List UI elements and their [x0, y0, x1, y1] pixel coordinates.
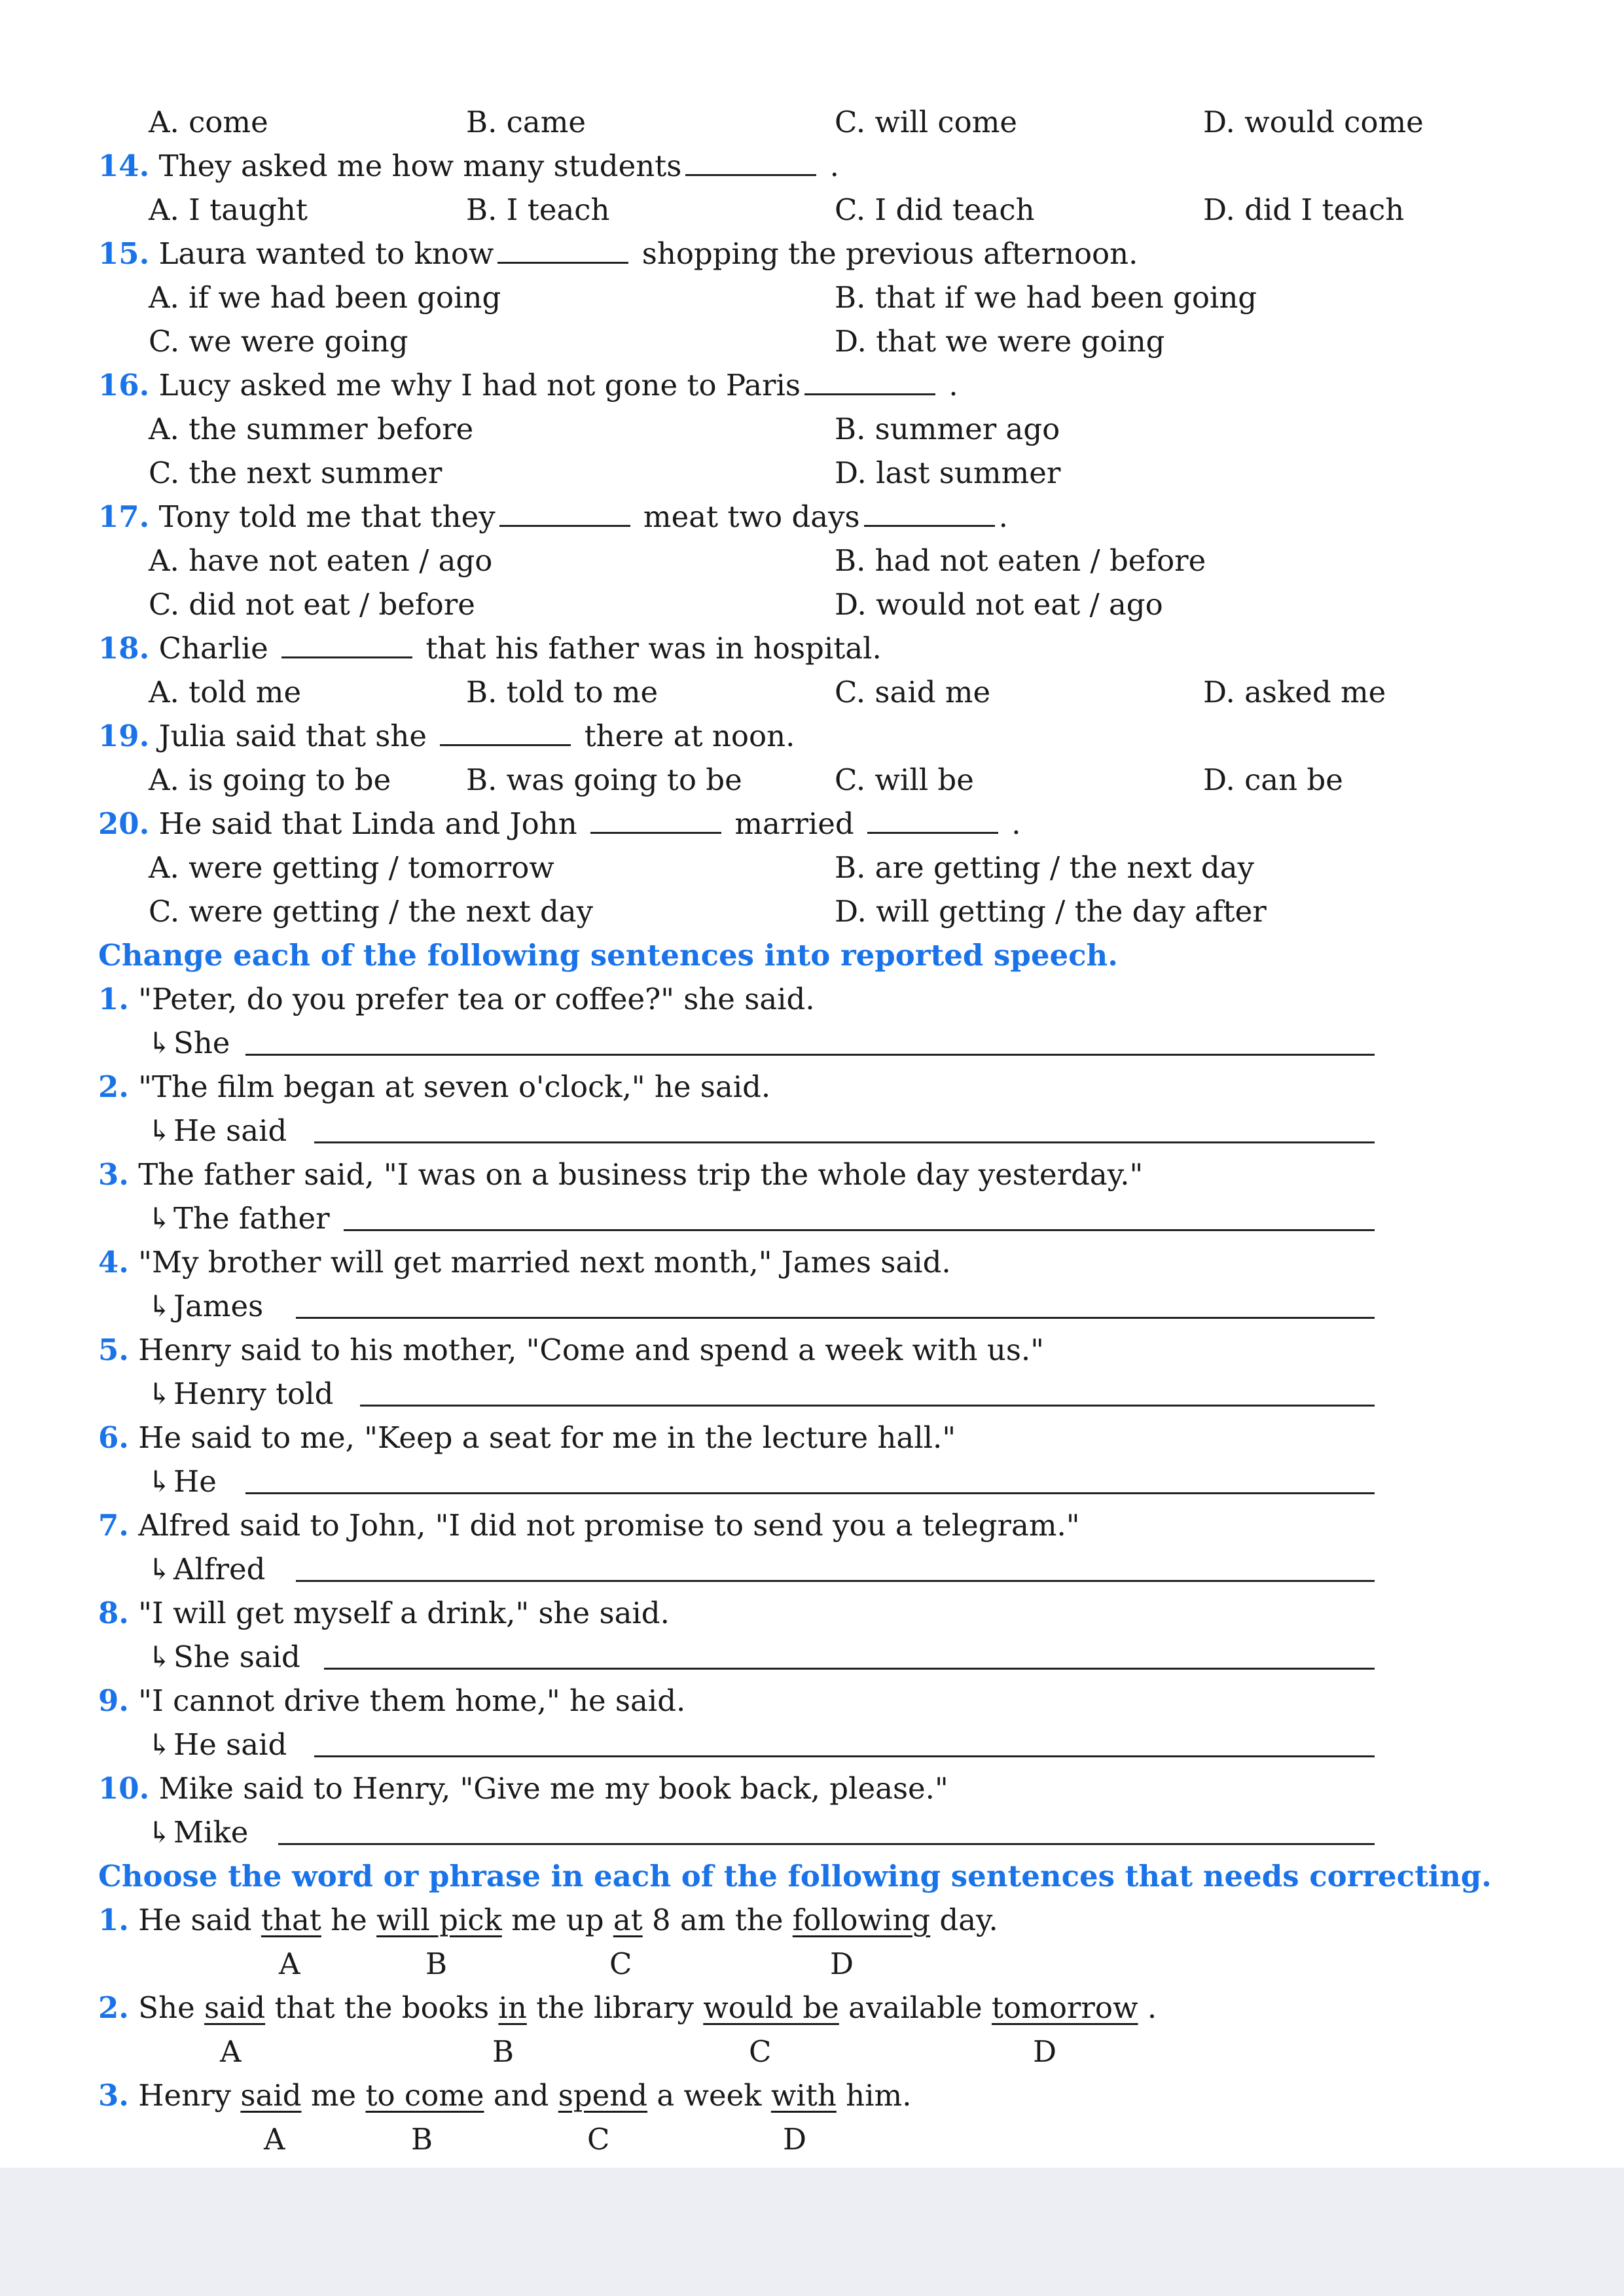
answer-blank[interactable] [867, 803, 998, 834]
question-number: 20. [98, 806, 150, 841]
question-text: Julia said that she [158, 719, 437, 753]
option-letter: A [220, 2034, 242, 2069]
sentence-text: that the books [265, 1990, 499, 2025]
underlined-option[interactable]: at [613, 1903, 643, 1937]
item-number: 5. [98, 1333, 129, 1367]
sentence-text: available [839, 1990, 992, 2025]
question-text: Charlie [158, 631, 278, 666]
reported-answer-1 [0, 1021, 1624, 1065]
answer-start: She said [173, 1640, 300, 1674]
q16-options-row2 [0, 451, 1624, 495]
underlined-option[interactable]: to come [365, 2078, 484, 2113]
option[interactable]: D. would not eat / ago [835, 587, 1163, 622]
answer-line[interactable] [278, 1810, 1375, 1845]
answer-start: Alfred [173, 1552, 266, 1587]
arrow-icon: ↳ [147, 1026, 172, 1060]
reported-item-10 [0, 1767, 1624, 1810]
item-text: "My brother will get married next month," James said. [138, 1245, 951, 1280]
arrow-icon: ↳ [147, 1815, 172, 1850]
option[interactable]: C. will come [835, 105, 1018, 139]
question-17 [0, 495, 1624, 539]
option[interactable]: B. told to me [466, 675, 659, 709]
item-number: 9. [98, 1683, 129, 1718]
question-text: meat two days [634, 499, 860, 534]
underlined-option[interactable]: said [240, 2078, 302, 2113]
option-letter: B [425, 1946, 448, 1981]
answer-start: Mike [173, 1815, 249, 1850]
correcting-sentence-3 [0, 2073, 1624, 2117]
sentence-text: and [484, 2078, 558, 2113]
option[interactable]: B. I teach [466, 192, 610, 227]
answer-line[interactable] [344, 1196, 1375, 1231]
reported-answer-4 [0, 1284, 1624, 1328]
question-number: 19. [98, 719, 150, 753]
option[interactable]: A. I taught [149, 192, 308, 227]
question-text: there at noon. [575, 719, 795, 753]
answer-blank[interactable] [440, 715, 571, 746]
option[interactable]: C. we were going [149, 324, 408, 359]
sentence-text: me up [501, 1903, 613, 1937]
option[interactable]: A. were getting / tomorrow [149, 850, 554, 885]
question-text: . [820, 149, 839, 183]
underlined-option[interactable]: with [770, 2078, 837, 2113]
option[interactable]: A. have not eaten / ago [149, 543, 493, 578]
reported-item-4 [0, 1240, 1624, 1284]
answer-line[interactable] [314, 1109, 1375, 1143]
answer-start: He [173, 1464, 217, 1499]
option[interactable]: B. had not eaten / before [835, 543, 1206, 578]
reported-answer-7 [0, 1547, 1624, 1591]
section-heading-correcting [0, 1854, 1624, 1898]
option-letter: C [587, 2122, 610, 2157]
question-text: . [1001, 806, 1021, 841]
reported-item-7 [0, 1503, 1624, 1547]
arrow-icon: ↳ [147, 1552, 172, 1587]
option[interactable]: D. will getting / the day after [835, 894, 1267, 929]
option-letter: A [279, 1946, 300, 1981]
reported-item-9 [0, 1679, 1624, 1723]
item-number: 4. [98, 1245, 129, 1280]
reported-item-2 [0, 1065, 1624, 1109]
section-heading: Change each of the following sentences into reported speech. [98, 938, 1118, 973]
question-number: 15. [98, 236, 150, 271]
q19-options [0, 758, 1624, 802]
option[interactable]: A. if we had been going [149, 280, 501, 315]
option[interactable]: C. did not eat / before [149, 587, 475, 622]
option[interactable]: D. asked me [1203, 675, 1386, 709]
option[interactable]: C. the next summer [149, 456, 442, 490]
option[interactable]: B. are getting / the next day [835, 850, 1254, 885]
question-number: 18. [98, 631, 150, 666]
option-letter: D [830, 1946, 854, 1981]
answer-line[interactable] [245, 1460, 1375, 1494]
option[interactable]: C. said me [835, 675, 991, 709]
reported-answer-10 [0, 1810, 1624, 1854]
option[interactable]: D. would come [1203, 105, 1424, 139]
item-number: 10. [98, 1771, 150, 1806]
question-text: shopping the previous afternoon. [632, 236, 1138, 271]
question-text: . [998, 499, 1008, 534]
q18-options [0, 670, 1624, 714]
underlined-option[interactable]: tomorrow [991, 1990, 1138, 2025]
question-16 [0, 363, 1624, 407]
arrow-icon: ↳ [147, 1464, 172, 1499]
question-text: Laura wanted to know [158, 236, 494, 271]
answer-blank[interactable] [590, 803, 721, 834]
sentence-text: He said [128, 1903, 261, 1937]
sentence-text: me [301, 2078, 366, 2113]
underlined-option[interactable]: said [204, 1990, 266, 2025]
question-text: married [725, 806, 863, 841]
q20-options-row1 [0, 846, 1624, 889]
question-number: 17. [98, 499, 150, 534]
q14-options [0, 188, 1624, 232]
option[interactable]: C. were getting / the next day [149, 894, 594, 929]
answer-line[interactable] [360, 1372, 1375, 1407]
sentence-text: Henry [128, 2078, 241, 2113]
option-letter: A [264, 2122, 285, 2157]
option[interactable]: D. last summer [835, 456, 1061, 490]
arrow-icon: ↳ [147, 1113, 172, 1148]
answer-start: James [173, 1289, 264, 1323]
item-text: The father said, "I was on a business trip the whole day yesterday." [138, 1157, 1144, 1192]
q15-options-row1 [0, 276, 1624, 319]
option[interactable]: B. was going to be [466, 762, 742, 797]
option[interactable]: A. is going to be [149, 762, 391, 797]
arrow-icon: ↳ [147, 1201, 172, 1236]
item-number: 3. [98, 1157, 129, 1192]
question-text: . [939, 368, 958, 403]
option[interactable]: D. did I teach [1203, 192, 1405, 227]
item-number: 6. [98, 1420, 129, 1455]
question-text: that his father was in hospital. [416, 631, 882, 666]
item-number: 8. [98, 1596, 129, 1630]
option-letter: D [1033, 2034, 1057, 2069]
reported-item-8 [0, 1591, 1624, 1635]
option[interactable]: A. told me [149, 675, 302, 709]
answer-blank[interactable] [864, 496, 995, 527]
answer-start: She [173, 1026, 230, 1060]
option[interactable]: D. that we were going [835, 324, 1165, 359]
answer-line[interactable] [324, 1635, 1375, 1670]
reported-answer-6 [0, 1460, 1624, 1503]
question-18 [0, 626, 1624, 670]
option-letter: C [609, 1946, 632, 1981]
reported-item-3 [0, 1153, 1624, 1196]
answer-start: Henry told [173, 1376, 334, 1411]
item-text: Alfred said to John, "I did not promise to send you a telegram." [138, 1508, 1080, 1543]
reported-item-1 [0, 977, 1624, 1021]
item-text: He said to me, "Keep a seat for me in the lecture hall." [138, 1420, 956, 1455]
item-text: "I will get myself a drink," she said. [138, 1596, 670, 1630]
underlined-option[interactable]: spend [558, 2078, 648, 2113]
option[interactable]: A. the summer before [149, 412, 474, 446]
question-number: 14. [98, 149, 150, 183]
item-number: 1. [98, 1903, 129, 1937]
option[interactable]: C. will be [835, 762, 974, 797]
underlined-option[interactable]: that [261, 1903, 321, 1937]
answer-blank[interactable] [685, 145, 816, 176]
option-letter: B [492, 2034, 514, 2069]
arrow-icon: ↳ [147, 1376, 172, 1411]
section-heading-reported-speech [0, 933, 1624, 977]
q20-options-row2 [0, 889, 1624, 933]
option[interactable]: A. come [149, 105, 268, 139]
item-text: Henry said to his mother, "Come and spend a week with us." [138, 1333, 1044, 1367]
item-number: 3. [98, 2078, 129, 2113]
section-heading: Choose the word or phrase in each of the following sentences that needs correcting. [98, 1859, 1492, 1893]
question-text: Tony told me that they [158, 499, 496, 534]
sentence-text: the library [526, 1990, 704, 2025]
question-14 [0, 144, 1624, 188]
item-text: "The film began at seven o'clock," he said. [138, 1069, 771, 1104]
question-number: 16. [98, 368, 150, 403]
item-number: 2. [98, 1069, 129, 1104]
option[interactable]: B. summer ago [835, 412, 1060, 446]
q15-options-row2 [0, 319, 1624, 363]
item-number: 7. [98, 1508, 129, 1543]
arrow-icon: ↳ [147, 1289, 172, 1323]
reported-answer-2 [0, 1109, 1624, 1153]
reported-answer-5 [0, 1372, 1624, 1416]
item-text: Mike said to Henry, "Give me my book back, please." [158, 1771, 948, 1806]
question-20 [0, 802, 1624, 846]
sentence-text: he [321, 1903, 377, 1937]
correcting-sentence-1 [0, 1898, 1624, 1942]
option-letter: D [783, 2122, 807, 2157]
correcting-sentence-2 [0, 1986, 1624, 2030]
underlined-option[interactable]: following [792, 1903, 931, 1937]
reported-item-6 [0, 1416, 1624, 1460]
item-text: "I cannot drive them home," he said. [138, 1683, 686, 1718]
arrow-icon: ↳ [147, 1727, 172, 1762]
reported-answer-9 [0, 1723, 1624, 1767]
sentence-text: . [1138, 1990, 1157, 2025]
answer-line[interactable] [245, 1021, 1375, 1056]
correcting-letters-2 [0, 2030, 1624, 2073]
correcting-letters-3 [0, 2117, 1624, 2161]
reported-answer-3 [0, 1196, 1624, 1240]
answer-blank[interactable] [281, 628, 412, 658]
option[interactable]: C. I did teach [835, 192, 1035, 227]
answer-blank[interactable] [499, 496, 630, 527]
answer-blank[interactable] [497, 233, 628, 264]
question-text: He said that Linda and John [149, 806, 587, 841]
answer-line[interactable] [296, 1284, 1375, 1319]
option[interactable]: B. came [466, 105, 586, 139]
arrow-icon: ↳ [147, 1640, 172, 1674]
q16-options-row1 [0, 407, 1624, 451]
sentence-text: him. [836, 2078, 912, 2113]
q17-options-row1 [0, 539, 1624, 583]
option-letter: C [749, 2034, 772, 2069]
q13-options [0, 100, 1624, 144]
answer-line[interactable] [296, 1547, 1375, 1582]
correcting-letters-1 [0, 1942, 1624, 1986]
underlined-option[interactable]: in [498, 1990, 527, 2025]
item-number: 1. [98, 982, 129, 1016]
answer-start: The father [173, 1201, 330, 1236]
q17-options-row2 [0, 583, 1624, 626]
item-text: "Peter, do you prefer tea or coffee?" she said. [138, 982, 815, 1016]
question-19 [0, 714, 1624, 758]
question-text: Lucy asked me why I had not gone to Paris [158, 368, 801, 403]
question-text: They asked me how many students [158, 149, 682, 183]
sentence-text: day. [930, 1903, 998, 1937]
question-15 [0, 232, 1624, 276]
answer-start: He said [173, 1113, 287, 1148]
underlined-option[interactable]: would be [703, 1990, 839, 2025]
answer-blank[interactable] [804, 365, 935, 395]
sentence-text: She [128, 1990, 205, 2025]
answer-line[interactable] [314, 1723, 1375, 1757]
sentence-text: 8 am the [642, 1903, 793, 1937]
underlined-option[interactable]: will pick [376, 1903, 502, 1937]
page-footer-gap [0, 2168, 1624, 2296]
option-letter: B [411, 2122, 433, 2157]
item-number: 2. [98, 1990, 129, 2025]
answer-start: He said [173, 1727, 287, 1762]
option[interactable]: D. can be [1203, 762, 1343, 797]
reported-answer-8 [0, 1635, 1624, 1679]
reported-item-5 [0, 1328, 1624, 1372]
sentence-text: a week [647, 2078, 771, 2113]
option[interactable]: B. that if we had been going [835, 280, 1257, 315]
